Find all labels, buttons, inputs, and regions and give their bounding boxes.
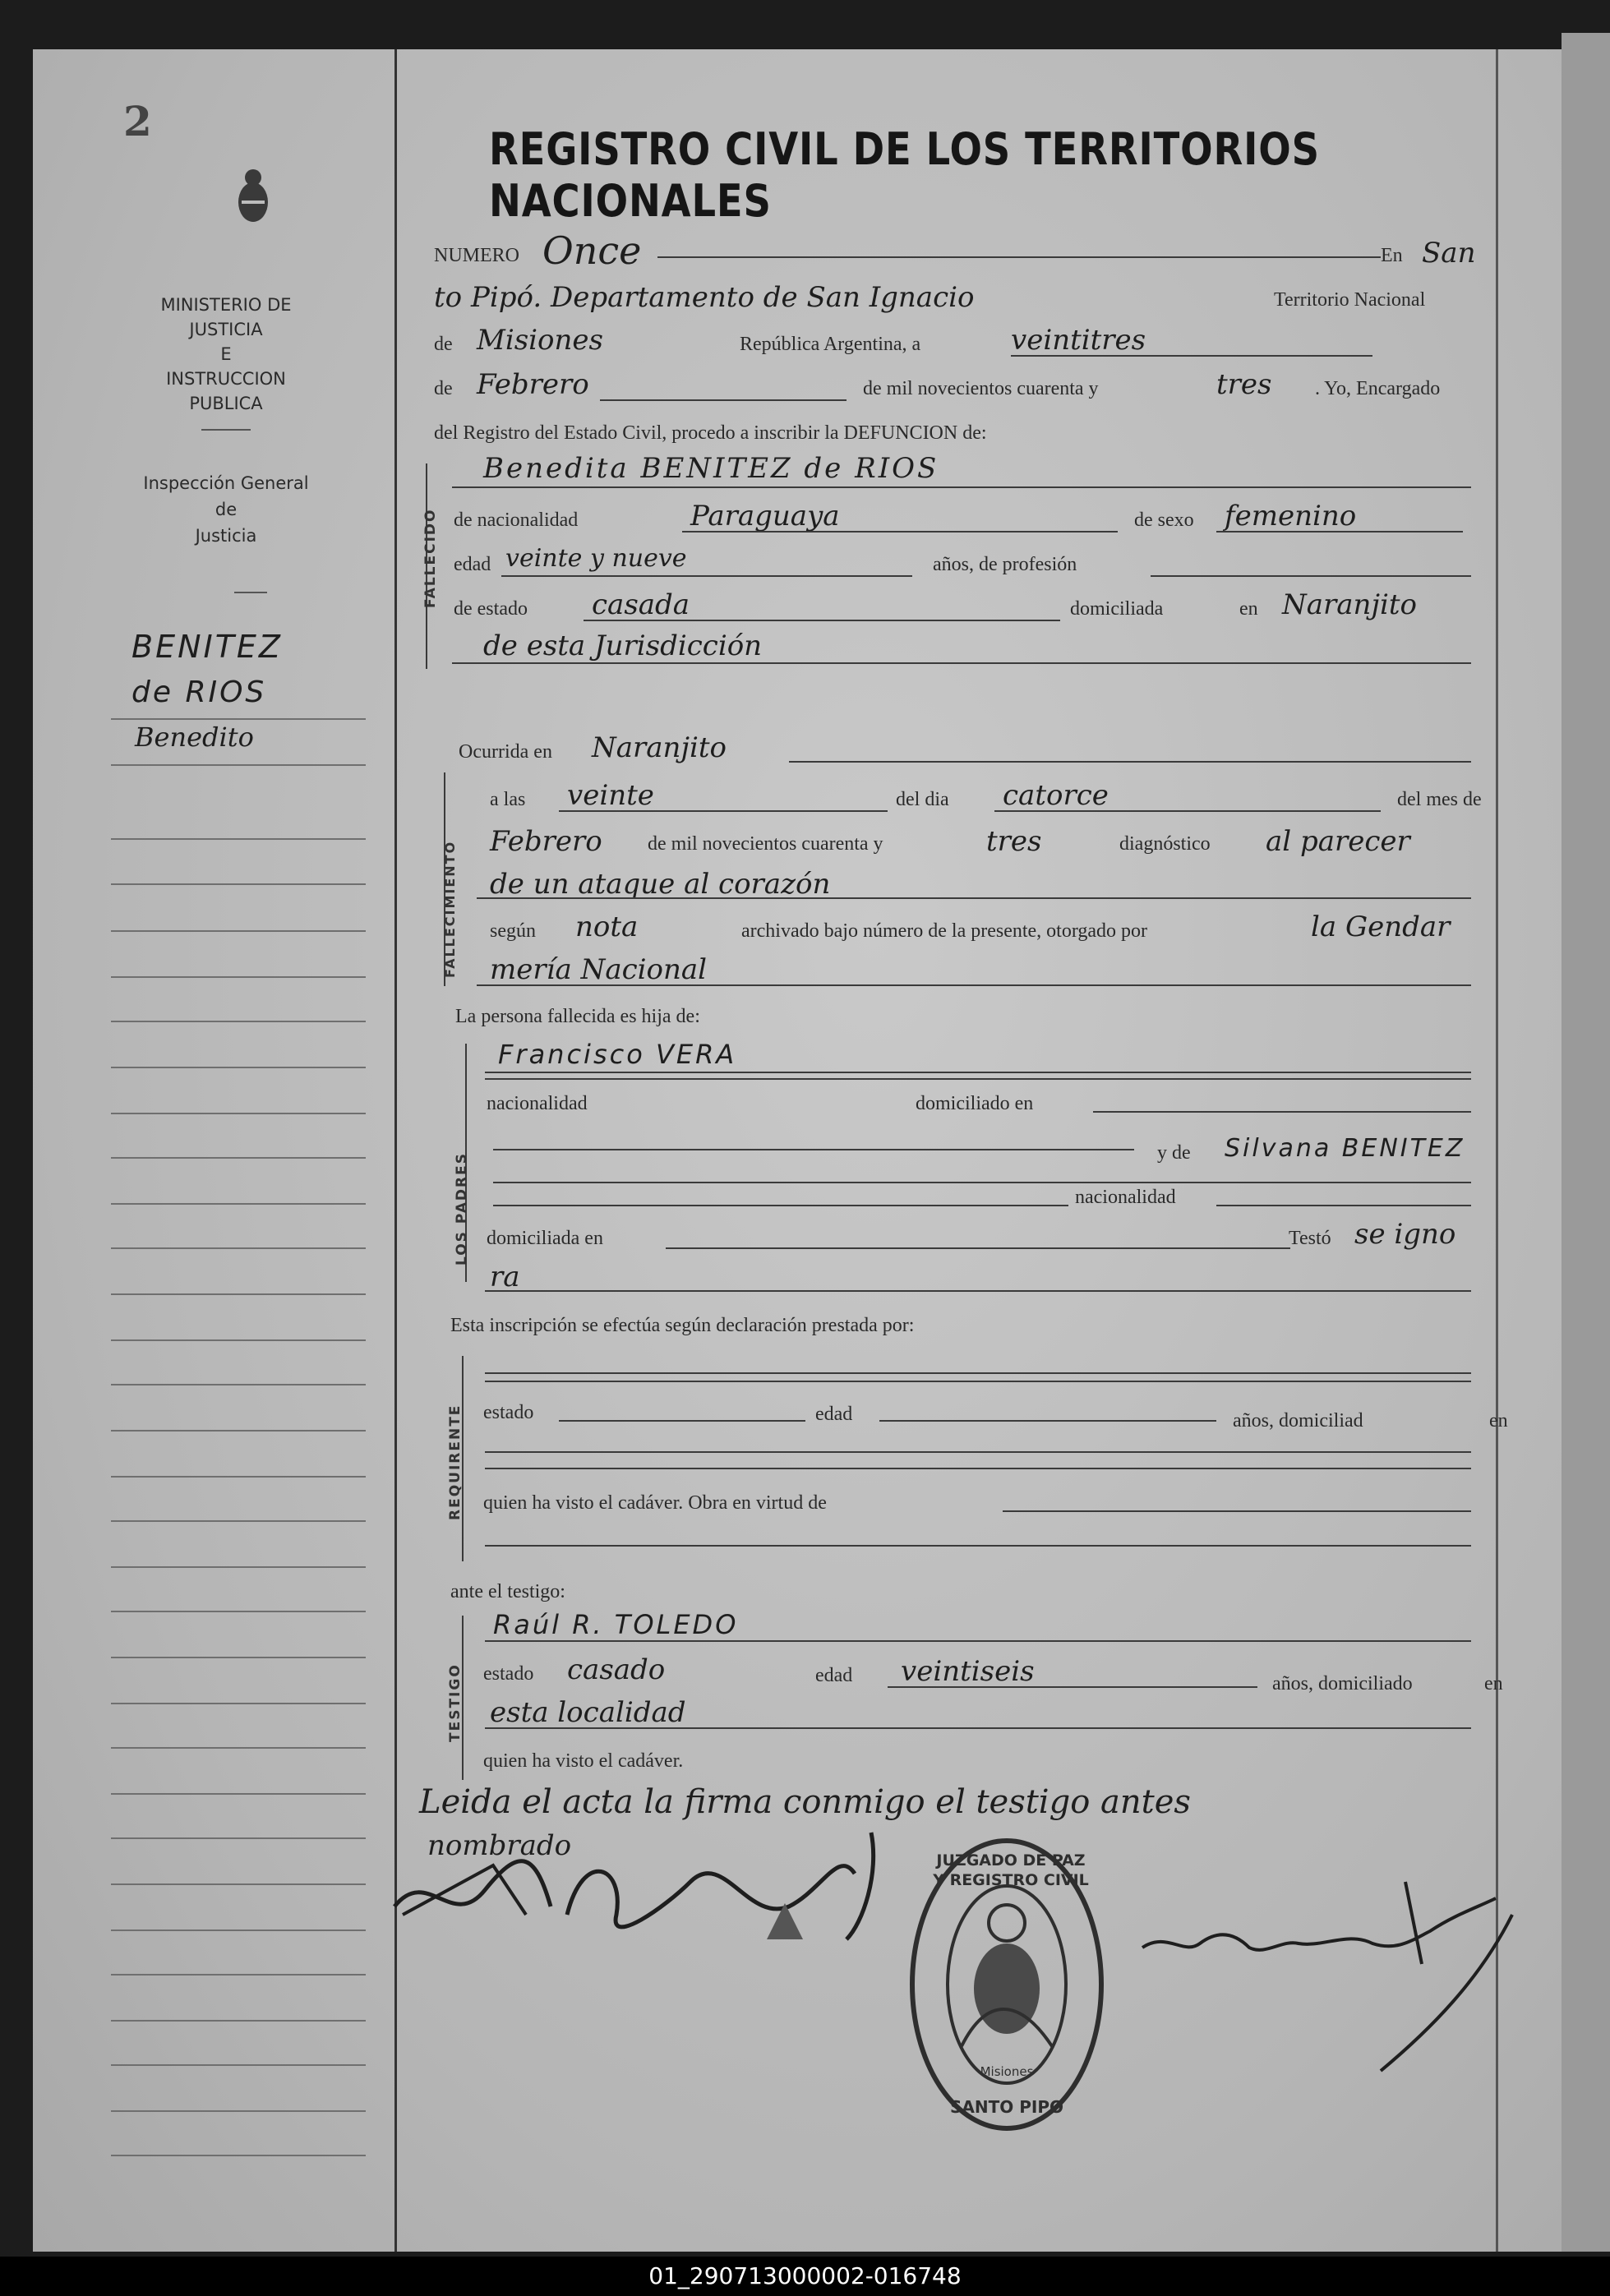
yo-label: . Yo, Encargado bbox=[1315, 378, 1441, 399]
closing-text: Leida el acta la firma conmigo el testigo antes bbox=[419, 1783, 1191, 1821]
dia-value: catorce bbox=[1003, 779, 1109, 812]
fallecido-side-label: FALLECIDO bbox=[422, 508, 439, 608]
deceased-name: Benedita BENITEZ de RIOS bbox=[483, 452, 939, 485]
testo-value-2: ra bbox=[490, 1261, 520, 1293]
ocurrida-label: Ocurrida en bbox=[459, 741, 552, 763]
domicilio-value-2: de esta Jurisdicción bbox=[483, 629, 763, 662]
domiciliada-label: domiciliada bbox=[1070, 598, 1164, 620]
diagnostico-value: al parecer bbox=[1266, 825, 1410, 858]
requirente-estado-label: estado bbox=[483, 1402, 534, 1423]
father-name: Francisco VERA bbox=[498, 1039, 737, 1070]
requirente-edad-label: edad bbox=[815, 1404, 853, 1425]
a-las-label: a las bbox=[490, 789, 526, 810]
testigo-edad-label: edad bbox=[815, 1665, 853, 1686]
mother-name: Silvana BENITEZ bbox=[1225, 1134, 1465, 1163]
sexo-value: femenino bbox=[1225, 500, 1357, 533]
estado-value: casada bbox=[592, 588, 690, 621]
requirente-anos-label: años, domiciliad bbox=[1233, 1410, 1363, 1432]
place-value-1: San bbox=[1422, 237, 1476, 270]
document-page bbox=[33, 49, 1562, 2252]
padre-domiciliado-label: domiciliado en bbox=[916, 1093, 1034, 1114]
divider bbox=[234, 592, 267, 593]
mil-label: de mil novecientos cuarenta y bbox=[648, 833, 883, 855]
month-value: Febrero bbox=[477, 368, 589, 401]
left-margin-column bbox=[33, 49, 386, 2252]
edad-label: edad bbox=[454, 554, 491, 575]
territorio-label: Territorio Nacional bbox=[1274, 289, 1426, 311]
testigo-side-label: TESTIGO bbox=[447, 1663, 464, 1742]
archivado-label: archivado bajo número de la presente, otorgado por bbox=[741, 920, 1148, 942]
otorgado-value: la Gendar bbox=[1311, 911, 1451, 943]
margin-surname-2: de RIOS bbox=[131, 675, 267, 709]
image-id-caption: 01_290713000002-016748 bbox=[0, 2257, 1610, 2296]
ministry-line-1: MINISTERIO DE JUSTICIA bbox=[160, 295, 292, 339]
testo-label: Testó bbox=[1289, 1228, 1331, 1249]
fallecimiento-side-label: FALLECIMIENTO bbox=[442, 840, 458, 978]
de2-label: de bbox=[434, 378, 453, 399]
day-value: veintitres bbox=[1011, 324, 1146, 357]
de-label: de bbox=[434, 334, 453, 355]
anos-profesion-label: años, de profesión bbox=[933, 554, 1077, 575]
page-number: 2 bbox=[123, 97, 152, 145]
padres-side-label: LOS PADRES bbox=[454, 1152, 470, 1266]
y-de-label: y de bbox=[1157, 1142, 1191, 1164]
en-label: En bbox=[1381, 245, 1403, 266]
segun-label: según bbox=[490, 920, 536, 942]
otorgado-value-2: mería Nacional bbox=[490, 953, 708, 986]
signature-encargado bbox=[378, 1816, 953, 1956]
requirente-quien-label: quien ha visto el cadáver. Obra en virtud de bbox=[483, 1492, 827, 1514]
testigo-domicilio-value: esta localidad bbox=[490, 1696, 686, 1729]
place-value-2: to Pipó. Departamento de San Ignacio bbox=[434, 281, 975, 314]
testigo-en-label: en bbox=[1484, 1673, 1503, 1694]
testo-value: se igno bbox=[1354, 1218, 1456, 1251]
mil-label: de mil novecientos cuarenta y bbox=[863, 378, 1099, 399]
testigo-edad-value: veintiseis bbox=[901, 1655, 1035, 1688]
requirente-side-label: REQUIRENTE bbox=[447, 1404, 464, 1520]
mes-value: Febrero bbox=[490, 825, 602, 858]
diagnostico-label: diagnóstico bbox=[1119, 833, 1211, 855]
madre-nacionalidad-label: nacionalidad bbox=[1075, 1187, 1176, 1208]
inspection-heading bbox=[131, 470, 321, 549]
territorio-value: Misiones bbox=[477, 324, 603, 357]
domicilio-value: Naranjito bbox=[1282, 588, 1417, 621]
numero-label: NUMERO bbox=[434, 245, 520, 266]
testigo-quien-label: quien ha visto el cadáver. bbox=[483, 1750, 684, 1772]
padre-nacionalidad-label: nacionalidad bbox=[487, 1093, 588, 1114]
year-value: tres bbox=[1216, 368, 1272, 401]
ink-blot-icon bbox=[760, 1898, 810, 1948]
testigo-anos-label: años, domiciliado bbox=[1272, 1673, 1413, 1694]
margin-rule bbox=[111, 718, 366, 720]
margin-surname: BENITEZ bbox=[131, 629, 283, 665]
divider bbox=[201, 429, 251, 431]
stamp-bottom-text: SANTO PIPO bbox=[950, 2097, 1063, 2117]
en-label: en bbox=[1239, 598, 1258, 620]
margin-given-name: Benedito bbox=[135, 722, 254, 753]
numero-value: Once bbox=[542, 228, 642, 273]
inspection-line-2: de bbox=[215, 500, 238, 519]
stamp-center-text: Misiones bbox=[980, 2064, 1034, 2079]
inspection-line-1: Inspección General bbox=[143, 473, 309, 493]
official-stamp bbox=[904, 1833, 1109, 2137]
ministry-line-2: E bbox=[220, 344, 232, 364]
ano-value: tres bbox=[986, 825, 1042, 858]
diagnostico-value-2: de un ataque al corazón bbox=[490, 868, 831, 901]
document-title: REGISTRO CIVIL DE LOS TERRITORIOS NACIONALES bbox=[489, 123, 1320, 227]
hora-value: veinte bbox=[567, 779, 654, 812]
adjacent-page-edge bbox=[1562, 33, 1610, 2252]
padres-intro: La persona fallecida es hija de: bbox=[455, 1006, 700, 1027]
republica-label: República Argentina, a bbox=[740, 334, 921, 355]
margin-rule bbox=[111, 764, 366, 766]
inspection-line-3: Justicia bbox=[195, 526, 257, 546]
testigo-intro: ante el testigo: bbox=[450, 1581, 565, 1602]
del-mes-label: del mes de bbox=[1397, 789, 1482, 810]
ocurrida-value: Naranjito bbox=[592, 731, 727, 764]
testigo-estado-label: estado bbox=[483, 1663, 534, 1685]
coat-of-arms-icon bbox=[230, 164, 276, 230]
edad-value: veinte y nueve bbox=[505, 544, 687, 573]
ministry-heading bbox=[131, 293, 321, 416]
del-dia-label: del dia bbox=[896, 789, 949, 810]
nacionalidad-label: de nacionalidad bbox=[454, 509, 579, 531]
requirente-intro: Esta inscripción se efectúa según declaración prestada por: bbox=[450, 1315, 915, 1336]
registro-label: del Registro del Estado Civil, procedo a inscribir la DEFUNCION de: bbox=[434, 422, 987, 444]
testigo-estado-value: casado bbox=[567, 1653, 666, 1686]
segun-value: nota bbox=[575, 911, 639, 943]
signature-witness bbox=[1134, 1865, 1537, 2079]
closing-text-2: nombrado bbox=[427, 1829, 572, 1862]
nacionalidad-value: Paraguaya bbox=[690, 500, 840, 533]
witness-name: Raúl R. TOLEDO bbox=[493, 1609, 739, 1640]
estado-label: de estado bbox=[454, 598, 528, 620]
stamp-top-text: JUZGADO DE PAZ Y REGISTRO CIVIL bbox=[933, 1851, 1089, 1889]
requirente-en-label: en bbox=[1489, 1410, 1508, 1432]
ministry-line-3: INSTRUCCION PUBLICA bbox=[166, 369, 286, 413]
madre-domiciliada-label: domiciliada en bbox=[487, 1228, 603, 1249]
sexo-label: de sexo bbox=[1134, 509, 1194, 531]
